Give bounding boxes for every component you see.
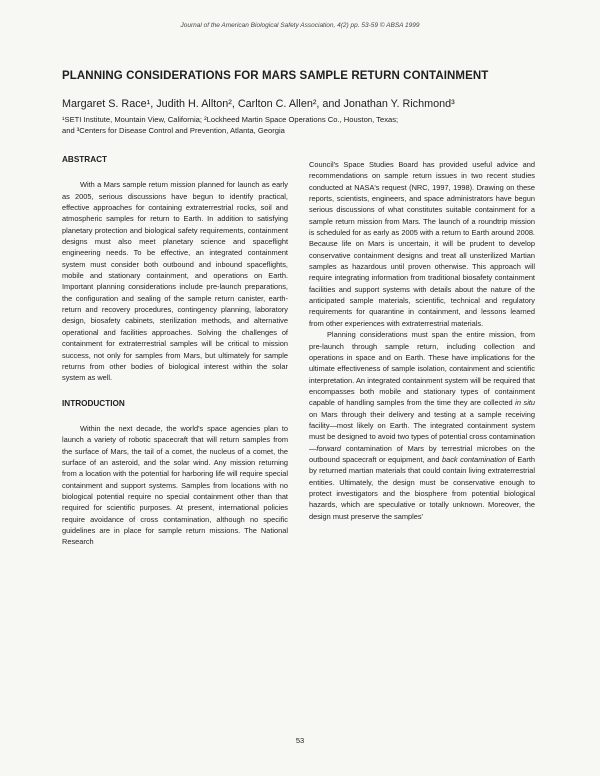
paper-title: PLANNING CONSIDERATIONS FOR MARS SAMPLE RETURN CONTAINMENT <box>62 70 489 82</box>
author-list: Margaret S. Race¹, Judith H. Allton², Carlton C. Allen², and Jonathan Y. Richmond³ <box>62 98 455 110</box>
introduction-heading: INTRODUCTION <box>62 398 125 408</box>
page-number: 53 <box>295 736 305 745</box>
right-paragraph-2-part-c: contamination of Mars by terrestrial microbes on the outbound spacecraft or equipment, and <box>309 443 535 464</box>
affiliation-line-1: ¹SETI Institute, Mountain View, California; ²Lockheed Martin Space Operations Co., Houston, Texas; <box>62 115 399 124</box>
in-situ-term: in situ <box>515 398 536 408</box>
right-paragraph-2-part-d: of Earth by returned martian materials that could contain living extraterrestrial entities. Ultimately, the design must be conservative enough to protect investigators and the biosphere from potential biological hazards, which are speculative or totally unknown. Moreover, the design must preserve the samples' <box>309 454 536 521</box>
right-paragraph-1: Council's Space Studies Board has provided useful advice and recommendations on sample return issues in two recent studies conducted at NASA's request (NRC, 1997, 1998). Drawing on these reports, scientists, engineers, and space administrators have begun serious discussions of what constitutes suitable containment for a sample return mission from Mars. The launch of a roundtrip mission is scheduled for as early as 2005 with a return to Earth around 2008. Because life on Mars is uncertain, it will be prudent to develop conservative containment designs and treat all unsterilized Martian samples as hazardous until proven otherwise. This approach will require integrating information from traditional biosafety containment facilities and support systems with details about the nature of the anticipated sample materials, scientific, technical and regulatory requirements for quarantine in containment, and lessons learned from other experiences with extraterrestrial materials. <box>309 160 535 328</box>
journal-citation: Journal of the American Biological Safety Association, 4(2) pp. 53-59 © ABSA 1999 <box>180 22 420 29</box>
forward-term: forward <box>316 443 342 453</box>
abstract-paragraph: With a Mars sample return mission planned for launch as early as 2005, serious discussions have begun to identify practical, effective approaches for containing extraterrestrial rocks, soil and atmospheric samples for return to Earth. In addition to satisfying planetary protection and biological safety requirements, containment designs must also meet planetary science and spaceflight engineering needs. To be effective, an integrated containment system must consider both outbound and inbound spaceflights, mobile and stationary containment, and operations on Earth. Important planning considerations include pre-launch preparations, the configuration and sealing of the sample return canister, earth-return and recovery procedures, contingency planning, laboratory design, biosafety cabinets, sterilization methods, and alternative operational and facilities approaches. Solving the challenges of containment for extraterrestrial samples will be critical to mission success, not only for samples from Mars, but ultimately for sample returns from other bodies of biological interest within the solar system as well. <box>62 180 288 383</box>
right-column <box>309 159 535 522</box>
right-paragraph-2 <box>309 329 535 522</box>
abstract-heading: ABSTRACT <box>62 155 108 164</box>
back-contamination-term: back contamination <box>441 454 507 464</box>
left-column <box>62 154 288 548</box>
introduction-paragraph: Within the next decade, the world's space agencies plan to launch a variety of robotic spacecraft that will return samples from the surface of Mars, the tail of a comet, the nucleus of a comet, the surface of an asteroid, and the solar wind. Any mission returning from a location with the potential for harboring life will require special containment and support systems. Samples from locations with no biological potential require no special containment other than that required for scientific purposes. At present, international policies require avoidance of cross contamination, although no specific guidelines are in place for sample return missions. The National Research <box>62 423 288 547</box>
right-paragraph-2-part-b: on Mars through their delivery and testing at a sample receiving facility—most likely on Earth. The integrated containment system must be designed to avoid two types of potential cross contamination— <box>309 409 535 453</box>
right-paragraph-2-part-a: Planning considerations must span the entire mission, from pre-launch through sample return, including collection and operations in space and on Earth. These have implications for the ultimate effectiveness of sample isolation, containment and scientific interpretation. An integrated containment system will be required that encompasses both mobile and stationary types of containment capable of handling samples from the time they are collected <box>309 330 535 408</box>
affiliation-line-2: and ³Centers for Disease Control and Prevention, Atlanta, Georgia <box>62 126 285 135</box>
